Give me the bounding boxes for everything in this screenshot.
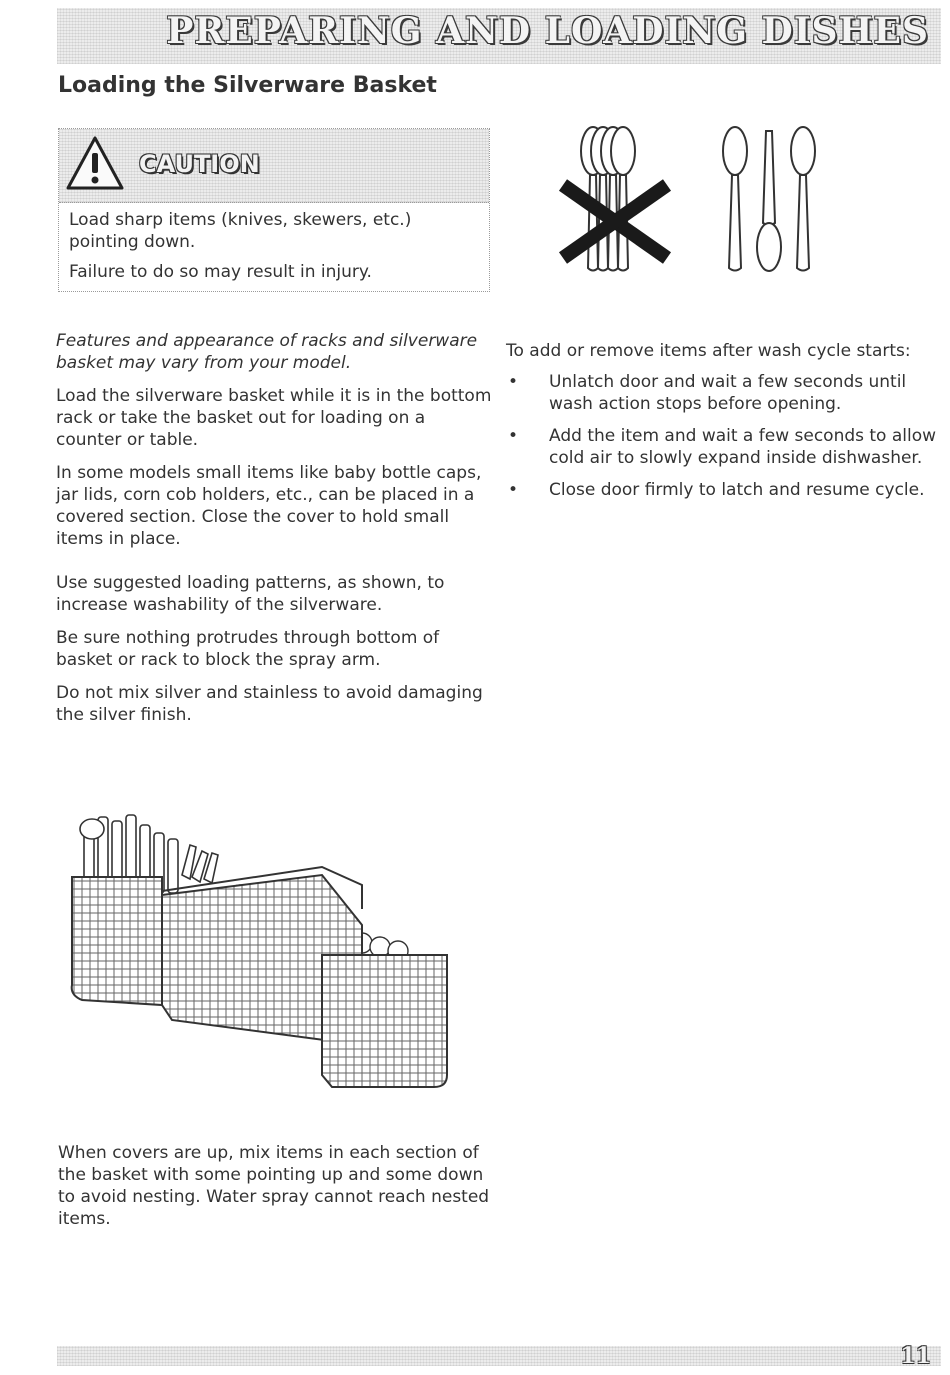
header-bar xyxy=(57,8,941,64)
paragraph: When covers are up, mix items in each section of the basket with some pointing up and some down to avoid nesting. Water spray cannot reach nested items. xyxy=(58,1143,490,1229)
spoon-nesting-illustration xyxy=(555,123,830,278)
warning-triangle-icon xyxy=(65,135,125,191)
paragraph: In some models small items like baby bottle caps, jar lids, corn cob holders, etc., can be placed in a covered section. Close the cover to hold small items in place. xyxy=(56,463,482,549)
paragraph: Do not mix silver and stainless to avoid damaging the silver finish. xyxy=(56,683,483,725)
list-item-text: Close door firmly to latch and resume cycle. xyxy=(549,480,925,500)
caution-box xyxy=(58,128,490,292)
caution-line: Load sharp items (knives, skewers, etc.) pointing down. xyxy=(69,210,412,252)
caution-header xyxy=(59,129,489,203)
list-item xyxy=(506,425,946,469)
correct-spoons-group xyxy=(723,127,815,271)
page-header-title: PREPARING AND LOADING DISHES xyxy=(166,10,929,52)
basket-body xyxy=(72,867,447,1087)
list-item xyxy=(506,479,946,501)
left-column xyxy=(56,330,492,737)
bullet-icon: • xyxy=(508,480,519,500)
caution-text xyxy=(69,209,479,291)
bottom-text xyxy=(58,1142,498,1230)
silverware-basket-illustration xyxy=(62,805,457,1095)
list-item-text: Add the item and wait a few seconds to allow cold air to slowly expand inside dishwasher. xyxy=(549,426,937,468)
caution-label: CAUTION xyxy=(139,150,260,178)
paragraph: Be sure nothing protrudes through bottom of basket or rack to block the spray arm. xyxy=(56,628,440,670)
intro-text: To add or remove items after wash cycle starts: xyxy=(506,341,911,361)
list-item-text: Unlatch door and wait a few seconds until wash action stops before opening. xyxy=(549,372,907,414)
paragraph: Use suggested loading patterns, as shown, to increase washability of the silverware. xyxy=(56,573,445,615)
list-item xyxy=(506,371,946,415)
footer-bar xyxy=(57,1343,941,1369)
model-note: Features and appearance of racks and silverware basket may vary from your model. xyxy=(56,331,478,373)
bullet-icon: • xyxy=(508,426,519,446)
bullet-icon: • xyxy=(508,372,519,392)
page-number: 11 xyxy=(900,1343,931,1369)
paragraph: Load the silverware basket while it is in the bottom rack or take the basket out for loading on a counter or table. xyxy=(56,386,492,450)
bullet-list xyxy=(506,371,946,501)
caution-line: Failure to do so may result in injury. xyxy=(69,262,372,282)
section-title: Loading the Silverware Basket xyxy=(58,73,437,98)
right-column xyxy=(506,340,946,511)
